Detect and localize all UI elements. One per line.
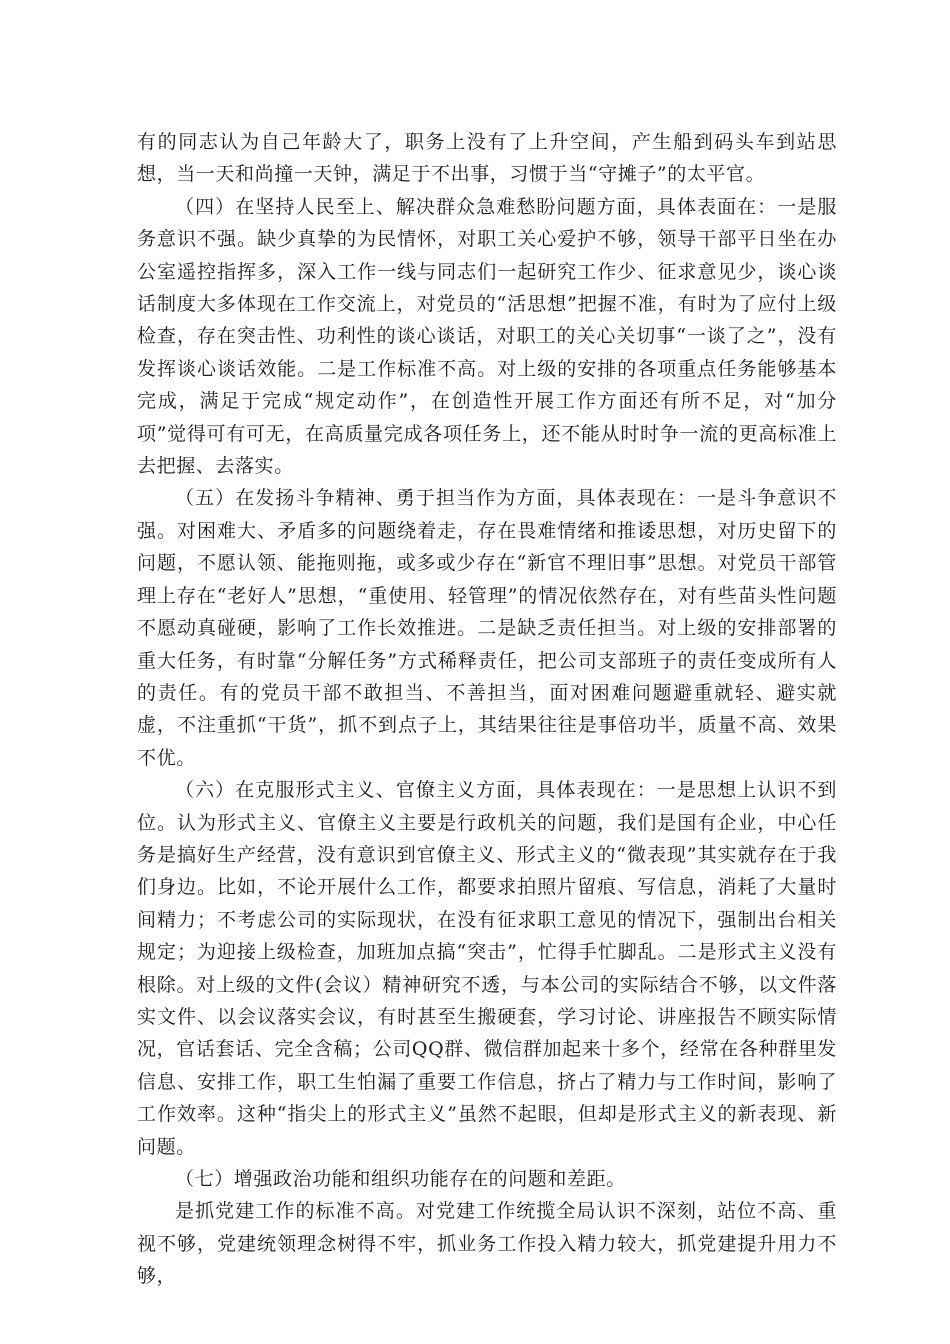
paragraph-section-five: （五）在发扬斗争精神、勇于担当作为方面，具体表现在：一是斗争意识不强。对困难大、矛盾多的问题绕着走，存在畏难情绪和推诿思想，对历史留下的问题，不愿认领、能拖则拖，或多或少存在“新官不理旧事”思想。对党员干部管理上存在“老好人”思想，“重使用、轻管理”的情况依然存在，对有些苗头性问题不愿动真碰硬，影响了工作长效推进。二是缺乏责任担当。对上级的安排部署的重大任务，有时靠“分解任务”方式稀释责任，把公司支部班子的责任变成所有人的责任。有的党员干部不敢担当、不善担当，面对困难问题避重就轻、避实就虚，不注重抓“干货”，抓不到点子上，其结果往往是事倍功半，质量不高、效果不优。	[137, 487, 837, 769]
document-body	[137, 126, 837, 1293]
paragraph-section-four: （四）在坚持人民至上、解决群众急难愁盼问题方面，具体表面在：一是服务意识不强。缺少真挚的为民情怀，对职工关心爱护不够，领导干部平日坐在办公室遥控指挥多，深入工作一线与同志们一起研究工作少、征求意见少，谈心谈话制度大多体现在工作交流上，对党员的“活思想”把握不准，有时为了应付上级检查，存在突击性、功利性的谈心谈话，对职工的关心关切事“一谈了之”，没有发挥谈心谈话效能。二是工作标准不高。对上级的安排的各项重点任务能够基本完成，满足于完成“规定动作”，在创造性开展工作方面还有所不足，对“加分项”觉得可有可无，在高质量完成各项任务上，还不能从时时争一流的更高标准上去把握、去落实。	[137, 195, 837, 478]
paragraph-section-seven-heading: （七）增强政治功能和组织功能存在的问题和差距。	[175, 1168, 626, 1190]
paragraph-section-seven-body: 是抓党建工作的标准不高。对党建工作统揽全局认识不深刻，站位不高、重视不够，党建统领理念树得不牢，抓业务工作投入精力较大，抓党建提升用力不够，	[137, 1200, 837, 1288]
paragraph-continuation: 有的同志认为自己年龄大了，职务上没有了上升空间，产生船到码头车到站思想，当一天和尚撞一天钟，满足于不出事，习惯于当“守摊子”的太平官。	[137, 131, 837, 186]
paragraph-section-six: （六）在克服形式主义、官僚主义方面，具体表现在：一是思想上认识不到位。认为形式主义、官僚主义主要是行政机关的问题，我们是国有企业，中心任务是搞好生产经营，没有意识到官僚主义、形式主义的“微表现”其实就存在于我们身边。比如，不论开展什么工作，都要求拍照片留痕、写信息，消耗了大量时间精力；不考虑公司的实际现状，在没有征求职工意见的情况下，强制出台相关规定；为迎接上级检查，加班加点搞“突击”，忙得手忙脚乱。二是形式主义没有根除。对上级的文件(会议）精神研究不透，与本公司的实际结合不够，以文件落实文件、以会议落实会议，有时甚至生搬硬套，学习讨论、讲座报告不顾实际情况，官话套话、完全含稿；公司QQ群、微信群加起来十多个，经常在各种群里发信息、安排工作，职工生怕漏了重要工作信息，挤占了精力与工作时间，影响了工作效率。这种“指尖上的形式主义”虽然不起眼，但却是形式主义的新表现、新问题。	[137, 779, 837, 1158]
